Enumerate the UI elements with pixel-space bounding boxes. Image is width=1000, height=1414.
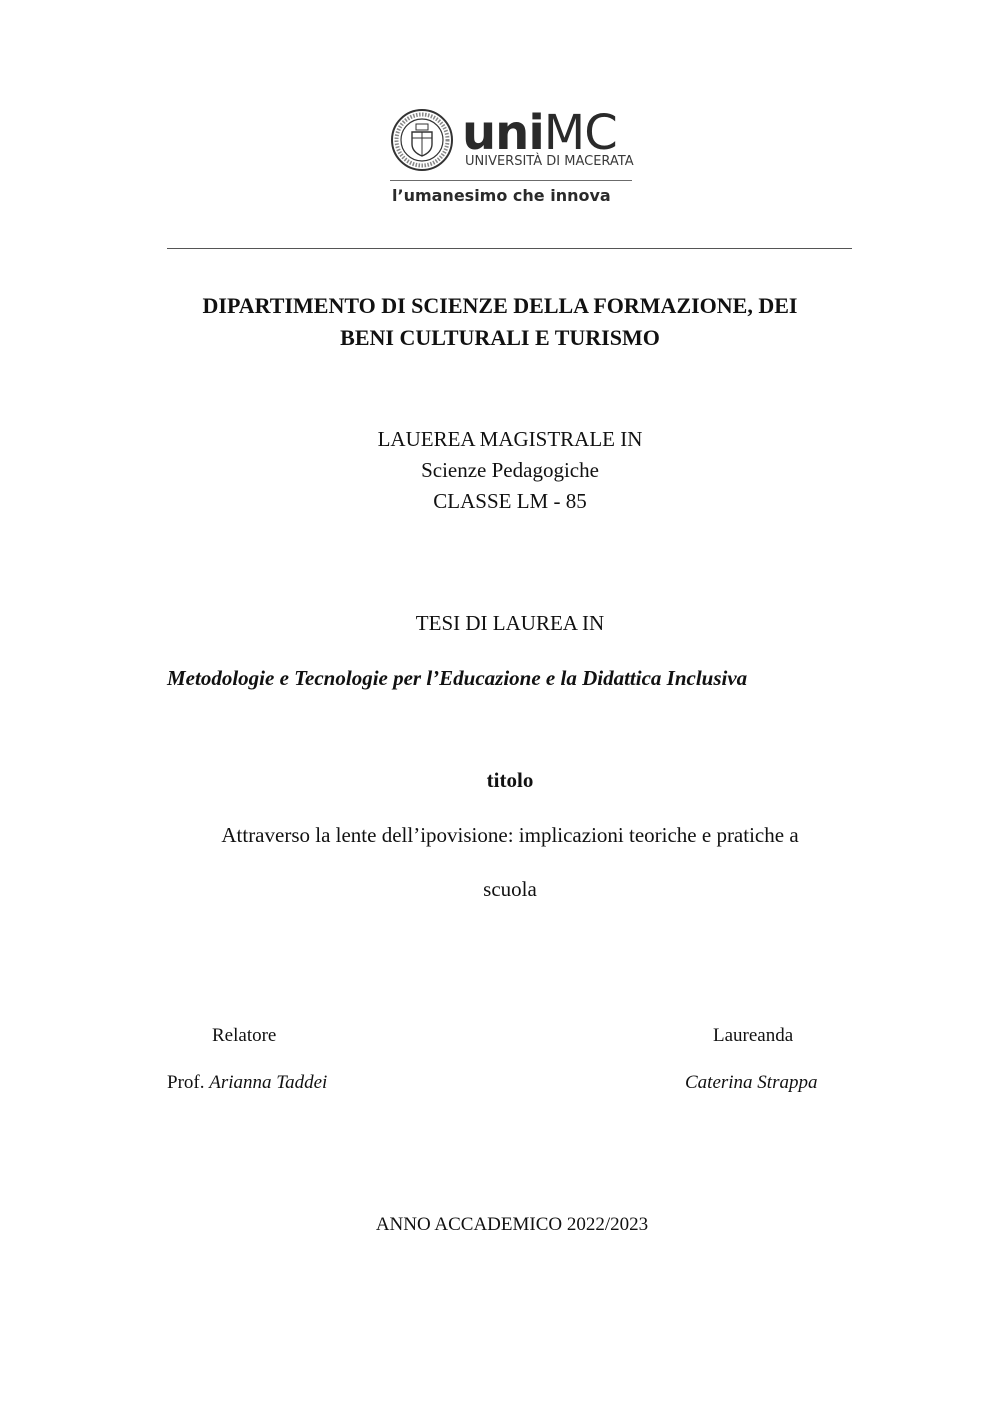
degree-line-1: LAUEREA MAGISTRALE IN <box>377 427 643 451</box>
brand-wordmark: uniMC <box>462 105 617 161</box>
candidate-label: Laureanda <box>713 1025 794 1046</box>
thesis-title-line-2: scuola <box>483 877 537 901</box>
degree-line-3: CLASSE LM - 85 <box>433 489 587 513</box>
department-line-1: DIPARTIMENTO DI SCIENZE DELLA FORMAZIONE, DEI <box>202 293 798 318</box>
logo-divider <box>390 180 632 181</box>
university-name: UNIVERSITÀ DI MACERATA <box>465 154 634 169</box>
thesis-heading: TESI DI LAUREA IN <box>415 611 605 635</box>
supervisor-prefix: Prof. <box>167 1072 205 1093</box>
university-logo <box>390 105 640 208</box>
degree-line-2: Scienze Pedagogiche <box>421 458 599 482</box>
supervisor-name: Arianna Taddei <box>209 1072 328 1093</box>
university-motto: l’umanesimo che innova <box>392 186 611 205</box>
supervisor-label: Relatore <box>212 1025 277 1046</box>
department-line-2: BENI CULTURALI E TURISMO <box>340 325 660 350</box>
title-label: titolo <box>486 768 534 792</box>
candidate-name: Caterina Strappa <box>685 1072 818 1093</box>
university-seal-icon <box>390 108 454 172</box>
thesis-subject: Metodologie e Tecnologie per l’Educazione e la Didattica Inclusiva <box>167 666 748 690</box>
header-separator <box>167 248 852 249</box>
supervisor <box>167 1072 327 1094</box>
thesis-title-line-1: Attraverso la lente dell’ipovisione: implicazioni teoriche e pratiche a <box>221 823 799 847</box>
academic-year: ANNO ACCADEMICO 2022/2023 <box>375 1214 649 1235</box>
